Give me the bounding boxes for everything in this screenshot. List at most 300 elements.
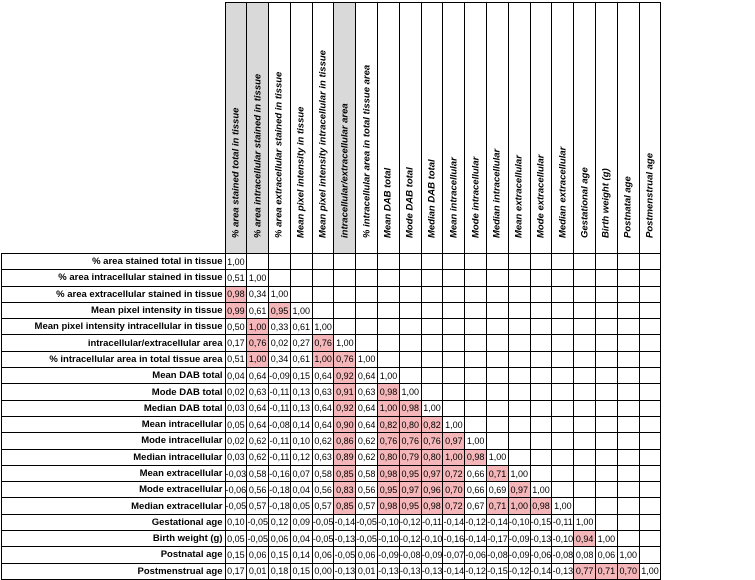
correlation-cell: 0,62: [247, 449, 269, 465]
row-label: Mean extracellular: [2, 465, 226, 481]
correlation-cell: -0,06: [530, 547, 552, 563]
correlation-cell: 0,76: [312, 335, 334, 351]
column-header: [225, 3, 247, 254]
correlation-cell: 0,71: [487, 465, 509, 481]
table-row: [2, 498, 661, 514]
correlation-cell: -0,11: [552, 514, 574, 530]
empty-cell: [312, 286, 334, 302]
column-header: [399, 3, 421, 254]
correlation-cell: -0,05: [225, 498, 247, 514]
row-label: Mode extracellular: [2, 482, 226, 498]
empty-cell: [639, 449, 661, 465]
correlation-cell: -0,14: [443, 514, 465, 530]
column-header: [487, 3, 509, 254]
empty-cell: [487, 416, 509, 432]
correlation-cell: 1,00: [225, 254, 247, 270]
empty-cell: [356, 286, 378, 302]
empty-cell: [443, 286, 465, 302]
empty-cell: [617, 514, 639, 530]
correlation-cell: -0,09: [421, 547, 443, 563]
empty-cell: [443, 400, 465, 416]
column-header-label: Median intracellular: [491, 148, 503, 238]
empty-cell: [465, 384, 487, 400]
correlation-cell: 0,97: [421, 465, 443, 481]
empty-cell: [290, 254, 312, 270]
column-header-label: Mode DAB total: [404, 167, 416, 238]
correlation-cell: -0,12: [465, 563, 487, 579]
column-header: [247, 3, 269, 254]
correlation-cell: -0,14: [530, 563, 552, 579]
table-row: [2, 531, 661, 547]
table-row: [2, 416, 661, 432]
correlation-cell: -0,16: [443, 531, 465, 547]
table-row: [2, 351, 661, 367]
empty-cell: [508, 286, 530, 302]
correlation-cell: 1,00: [443, 449, 465, 465]
empty-cell: [596, 254, 618, 270]
column-header-label: Mean pixel intensity in tissue: [295, 106, 307, 238]
correlation-cell: 0,12: [290, 449, 312, 465]
correlation-cell: -0,13: [399, 563, 421, 579]
empty-cell: [334, 254, 356, 270]
correlation-cell: 0,82: [378, 416, 400, 432]
correlation-cell: 1,00: [312, 319, 334, 335]
empty-cell: [530, 335, 552, 351]
correlation-cell: -0,05: [247, 531, 269, 547]
empty-cell: [443, 254, 465, 270]
empty-cell: [574, 433, 596, 449]
correlation-cell: 0,05: [225, 416, 247, 432]
empty-cell: [465, 335, 487, 351]
table-row: [2, 286, 661, 302]
empty-cell: [356, 302, 378, 318]
empty-cell: [574, 498, 596, 514]
correlation-cell: 0,64: [247, 416, 269, 432]
correlation-cell: 1,00: [487, 449, 509, 465]
correlation-cell: 0,06: [356, 547, 378, 563]
empty-cell: [312, 270, 334, 286]
correlation-cell: 0,71: [596, 563, 618, 579]
correlation-cell: 0,06: [312, 547, 334, 563]
column-header-label: Mode extracellular: [535, 154, 547, 238]
empty-cell: [465, 302, 487, 318]
empty-cell: [552, 384, 574, 400]
empty-cell: [596, 335, 618, 351]
empty-cell: [508, 368, 530, 384]
empty-cell: [508, 270, 530, 286]
column-header-label: Postmenstrual age: [644, 153, 656, 238]
empty-cell: [617, 335, 639, 351]
correlation-cell: 1,00: [312, 351, 334, 367]
empty-cell: [269, 270, 291, 286]
column-header-label: Mean intracellular: [448, 157, 460, 238]
column-header-label: intracellular/extracellular area: [339, 103, 351, 238]
empty-cell: [596, 368, 618, 384]
empty-cell: [465, 368, 487, 384]
empty-cell: [617, 302, 639, 318]
correlation-cell: 0,17: [225, 335, 247, 351]
correlation-cell: 0,61: [290, 351, 312, 367]
empty-cell: [356, 270, 378, 286]
correlation-cell: 0,72: [443, 465, 465, 481]
correlation-cell: 0,00: [312, 563, 334, 579]
correlation-cell: 1,00: [378, 400, 400, 416]
empty-cell: [487, 368, 509, 384]
correlation-cell: -0,11: [269, 449, 291, 465]
correlation-cell: 0,33: [269, 319, 291, 335]
correlation-cell: 0,69: [487, 482, 509, 498]
correlation-cell: 0,95: [399, 465, 421, 481]
correlation-cell: 0,98: [378, 384, 400, 400]
empty-cell: [552, 465, 574, 481]
empty-cell: [312, 254, 334, 270]
correlation-cell: 0,05: [225, 531, 247, 547]
correlation-cell: 0,03: [225, 400, 247, 416]
empty-cell: [639, 514, 661, 530]
empty-cell: [487, 254, 509, 270]
empty-cell: [421, 319, 443, 335]
row-label: % intracellular area in total tissue area: [2, 351, 226, 367]
correlation-cell: 0,08: [574, 547, 596, 563]
correlation-cell: 0,63: [247, 384, 269, 400]
empty-cell: [508, 400, 530, 416]
correlation-cell: 0,77: [574, 563, 596, 579]
correlation-cell: 0,58: [356, 465, 378, 481]
empty-cell: [596, 465, 618, 481]
empty-cell: [530, 254, 552, 270]
correlation-cell: 0,34: [269, 351, 291, 367]
header-corner: [2, 3, 226, 254]
empty-cell: [552, 319, 574, 335]
empty-cell: [617, 286, 639, 302]
empty-cell: [487, 286, 509, 302]
correlation-cell: 0,15: [225, 547, 247, 563]
correlation-cell: -0,14: [334, 514, 356, 530]
correlation-cell: 0,70: [617, 563, 639, 579]
correlation-cell: -0,10: [378, 531, 400, 547]
correlation-cell: 0,15: [290, 563, 312, 579]
empty-cell: [443, 302, 465, 318]
correlation-cell: -0,13: [421, 563, 443, 579]
empty-cell: [552, 351, 574, 367]
correlation-cell: 0,76: [247, 335, 269, 351]
row-label: Birth weight (g): [2, 531, 226, 547]
empty-cell: [378, 254, 400, 270]
empty-cell: [508, 433, 530, 449]
correlation-cell: 0,18: [269, 563, 291, 579]
correlation-cell: 0,92: [334, 368, 356, 384]
empty-cell: [421, 335, 443, 351]
empty-cell: [574, 400, 596, 416]
empty-cell: [617, 449, 639, 465]
empty-cell: [552, 254, 574, 270]
correlation-cell: 0,64: [312, 400, 334, 416]
empty-cell: [508, 302, 530, 318]
column-header-label: % area stained total in tissue: [230, 107, 242, 238]
empty-cell: [552, 335, 574, 351]
empty-cell: [443, 384, 465, 400]
correlation-cell: 0,95: [378, 482, 400, 498]
correlation-cell: 1,00: [421, 400, 443, 416]
empty-cell: [508, 384, 530, 400]
empty-cell: [574, 368, 596, 384]
empty-cell: [617, 482, 639, 498]
empty-cell: [530, 302, 552, 318]
empty-cell: [399, 319, 421, 335]
empty-cell: [596, 514, 618, 530]
table-row: [2, 368, 661, 384]
correlation-cell: 1,00: [596, 531, 618, 547]
empty-cell: [639, 416, 661, 432]
empty-cell: [465, 416, 487, 432]
correlation-cell: 0,61: [290, 319, 312, 335]
empty-cell: [312, 302, 334, 318]
empty-cell: [334, 302, 356, 318]
column-header: [334, 3, 356, 254]
correlation-cell: -0,11: [421, 514, 443, 530]
correlation-cell: 0,83: [334, 482, 356, 498]
row-label: Mean DAB total: [2, 368, 226, 384]
empty-cell: [487, 433, 509, 449]
empty-cell: [530, 433, 552, 449]
empty-cell: [508, 449, 530, 465]
correlation-cell: 0,82: [421, 416, 443, 432]
row-label: % area extracellular stained in tissue: [2, 286, 226, 302]
correlation-cell: 0,57: [356, 498, 378, 514]
correlation-cell: 0,66: [465, 465, 487, 481]
correlation-cell: -0,09: [378, 547, 400, 563]
correlation-cell: 0,50: [225, 319, 247, 335]
correlation-cell: -0,08: [552, 547, 574, 563]
correlation-cell: 0,85: [334, 498, 356, 514]
empty-cell: [508, 254, 530, 270]
empty-cell: [334, 319, 356, 335]
table-row: [2, 514, 661, 530]
correlation-cell: 0,64: [247, 400, 269, 416]
column-header-label: Mean extracellular: [513, 155, 525, 238]
empty-cell: [639, 270, 661, 286]
correlation-cell: 1,00: [530, 482, 552, 498]
column-header-label: Median extracellular: [557, 146, 569, 238]
correlation-cell: 1,00: [334, 335, 356, 351]
correlation-cell: -0,10: [508, 514, 530, 530]
correlation-cell: 0,17: [225, 563, 247, 579]
empty-cell: [639, 400, 661, 416]
empty-cell: [617, 416, 639, 432]
empty-cell: [508, 351, 530, 367]
empty-cell: [487, 335, 509, 351]
empty-cell: [421, 368, 443, 384]
correlation-cell: 0,03: [225, 449, 247, 465]
empty-cell: [399, 302, 421, 318]
empty-cell: [574, 254, 596, 270]
empty-cell: [596, 270, 618, 286]
correlation-cell: 0,09: [290, 514, 312, 530]
empty-cell: [596, 416, 618, 432]
column-header-label: Postnatal age: [622, 176, 634, 238]
column-header-label: Gestational age: [579, 167, 591, 238]
correlation-cell: 0,05: [290, 498, 312, 514]
empty-cell: [334, 270, 356, 286]
empty-cell: [399, 351, 421, 367]
correlation-cell: 1,00: [399, 384, 421, 400]
empty-cell: [378, 319, 400, 335]
correlation-cell: 0,67: [465, 498, 487, 514]
correlation-cell: 0,15: [269, 547, 291, 563]
correlation-cell: 0,02: [225, 384, 247, 400]
correlation-cell: -0,03: [225, 465, 247, 481]
empty-cell: [574, 335, 596, 351]
empty-cell: [530, 286, 552, 302]
empty-cell: [530, 270, 552, 286]
correlation-cell: -0,05: [312, 531, 334, 547]
correlation-cell: 0,12: [269, 514, 291, 530]
correlation-cell: -0,06: [225, 482, 247, 498]
correlation-cell: -0,13: [334, 531, 356, 547]
correlation-cell: 0,14: [290, 547, 312, 563]
empty-cell: [378, 302, 400, 318]
correlation-cell: -0,09: [508, 531, 530, 547]
empty-cell: [617, 270, 639, 286]
correlation-table: [1, 2, 661, 580]
table-row: [2, 465, 661, 481]
correlation-cell: 0,62: [312, 433, 334, 449]
correlation-cell: -0,11: [269, 384, 291, 400]
empty-cell: [596, 351, 618, 367]
correlation-cell: 0,57: [312, 498, 334, 514]
correlation-cell: 0,76: [421, 433, 443, 449]
empty-cell: [596, 449, 618, 465]
column-header-label: % intracellular area in total tissue area: [361, 64, 373, 238]
correlation-cell: 0,99: [225, 302, 247, 318]
correlation-cell: 0,95: [269, 302, 291, 318]
empty-cell: [530, 319, 552, 335]
empty-cell: [596, 302, 618, 318]
correlation-cell: 0,57: [247, 498, 269, 514]
empty-cell: [508, 319, 530, 335]
correlation-cell: -0,12: [399, 514, 421, 530]
empty-cell: [639, 531, 661, 547]
empty-cell: [639, 351, 661, 367]
correlation-cell: -0,13: [378, 563, 400, 579]
empty-cell: [639, 498, 661, 514]
empty-cell: [574, 319, 596, 335]
empty-cell: [487, 351, 509, 367]
empty-cell: [399, 286, 421, 302]
correlation-cell: 0,10: [290, 433, 312, 449]
empty-cell: [574, 286, 596, 302]
empty-cell: [530, 368, 552, 384]
column-header: [421, 3, 443, 254]
correlation-cell: -0,13: [552, 563, 574, 579]
correlation-cell: -0,05: [356, 531, 378, 547]
correlation-cell: 0,15: [290, 368, 312, 384]
empty-cell: [596, 319, 618, 335]
row-label: Gestational age: [2, 514, 226, 530]
correlation-cell: -0,12: [465, 514, 487, 530]
correlation-cell: 0,63: [312, 384, 334, 400]
correlation-cell: 0,02: [225, 433, 247, 449]
empty-cell: [617, 351, 639, 367]
column-header: [356, 3, 378, 254]
empty-cell: [617, 368, 639, 384]
row-label: Median extracellular: [2, 498, 226, 514]
correlation-cell: 1,00: [639, 563, 661, 579]
empty-cell: [465, 270, 487, 286]
correlation-cell: 0,92: [334, 400, 356, 416]
empty-cell: [443, 335, 465, 351]
empty-cell: [552, 433, 574, 449]
column-header: [443, 3, 465, 254]
empty-cell: [290, 286, 312, 302]
correlation-cell: 0,01: [247, 563, 269, 579]
table-row: [2, 384, 661, 400]
empty-cell: [378, 335, 400, 351]
empty-cell: [596, 433, 618, 449]
correlation-cell: 1,00: [465, 433, 487, 449]
empty-cell: [465, 254, 487, 270]
empty-cell: [639, 547, 661, 563]
correlation-cell: 0,62: [247, 433, 269, 449]
correlation-cell: -0,07: [443, 547, 465, 563]
empty-cell: [378, 286, 400, 302]
empty-cell: [399, 368, 421, 384]
correlation-cell: 1,00: [617, 547, 639, 563]
empty-cell: [596, 286, 618, 302]
empty-cell: [639, 482, 661, 498]
correlation-cell: 0,97: [443, 433, 465, 449]
empty-cell: [596, 400, 618, 416]
correlation-cell: 0,56: [356, 482, 378, 498]
correlation-cell: 0,62: [356, 433, 378, 449]
table-row: [2, 319, 661, 335]
correlation-cell: 0,64: [312, 368, 334, 384]
correlation-cell: -0,10: [552, 531, 574, 547]
correlation-cell: 0,64: [356, 416, 378, 432]
correlation-cell: 0,64: [356, 400, 378, 416]
table-header: [2, 3, 661, 254]
row-label: Mean pixel intensity in tissue: [2, 302, 226, 318]
empty-cell: [530, 465, 552, 481]
correlation-cell: 0,71: [487, 498, 509, 514]
column-header: [639, 3, 661, 254]
column-header: [465, 3, 487, 254]
empty-cell: [639, 433, 661, 449]
correlation-cell: 0,97: [508, 482, 530, 498]
correlation-cell: 0,13: [290, 400, 312, 416]
empty-cell: [552, 286, 574, 302]
correlation-cell: 0,89: [334, 449, 356, 465]
correlation-cell: 0,80: [421, 449, 443, 465]
correlation-cell: 0,72: [443, 498, 465, 514]
column-header: [508, 3, 530, 254]
correlation-cell: 0,76: [334, 351, 356, 367]
correlation-cell: 1,00: [247, 319, 269, 335]
empty-cell: [574, 302, 596, 318]
empty-cell: [552, 302, 574, 318]
correlation-cell: 0,98: [225, 286, 247, 302]
empty-cell: [639, 465, 661, 481]
empty-cell: [530, 416, 552, 432]
empty-cell: [617, 319, 639, 335]
empty-cell: [487, 384, 509, 400]
correlation-cell: 0,80: [378, 449, 400, 465]
correlation-cell: 0,95: [399, 498, 421, 514]
empty-cell: [574, 270, 596, 286]
correlation-cell: 1,00: [356, 351, 378, 367]
correlation-cell: 0,27: [290, 335, 312, 351]
empty-cell: [487, 302, 509, 318]
